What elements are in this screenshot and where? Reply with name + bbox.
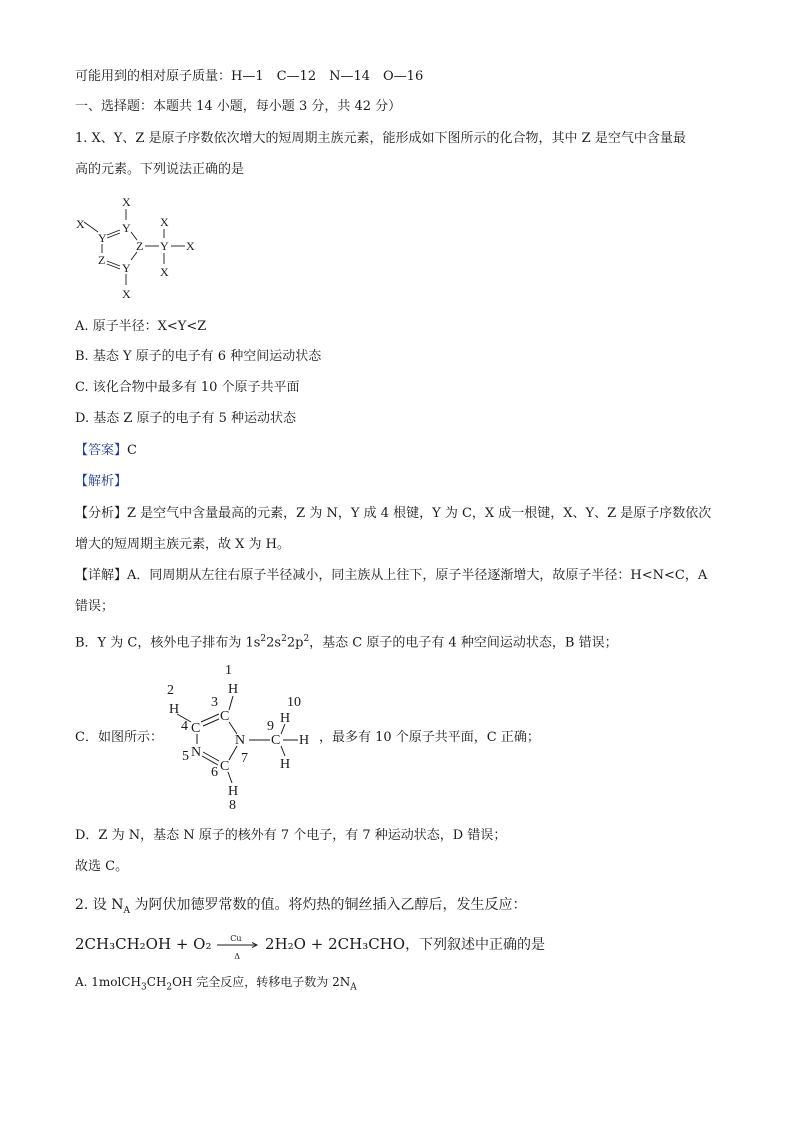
equation-arrow <box>216 934 260 961</box>
atom-h: H <box>228 682 239 697</box>
atom-x: X <box>186 239 195 253</box>
q1-option-d: D. 基态 Z 原子的电子有 5 种运动状态 <box>75 411 297 426</box>
atomic-masses-line: 可能用到的相对原子质量：H—1 C—12 N—14 O—16 <box>75 69 424 84</box>
q1-xiangjie-d: D．Z 为 N，基态 N 原子的核外有 7 个电子，有 7 种运动状态，D 错误； <box>75 828 507 843</box>
xiangjie-label: 【详解】 <box>75 568 128 583</box>
atom-c: C <box>220 759 230 774</box>
atom-x: X <box>76 217 85 231</box>
atom-y: Y <box>160 239 169 253</box>
atom-h: H <box>169 702 180 717</box>
atom-x: X <box>122 287 131 301</box>
atom-h: H <box>228 784 239 799</box>
atom-z: Z <box>136 239 144 253</box>
answer-value: C <box>127 443 137 458</box>
number-10: 10 <box>287 695 301 710</box>
number-2: 2 <box>167 683 174 698</box>
q1-fenxi-line1: 【分析】Z 是空气中含量最高的元素，Z 为 N，Y 成 4 根键，Y 为 C，X 成一根键，X、Y、Z 是原子序数依次 <box>75 506 712 521</box>
q1-xiangjie-c-pre: C．如图所示： <box>75 730 163 745</box>
atom-n: N <box>235 733 246 748</box>
section-title: 一、选择题：本题共 14 小题，每小题 3 分，共 42 分） <box>75 99 402 114</box>
number-1: 1 <box>225 663 232 678</box>
q1-xiangjie-a2: 错误； <box>75 599 115 614</box>
q1-option-a: A. 原子半径：X<Y<Z <box>75 319 207 334</box>
number-3: 3 <box>211 695 218 710</box>
q1-xiangjie-b: B．Y 为 C，核外电子排布为 $1s^22s^22p^2$，基态 C 原子的电子有 4 种空间运动状态，B 错误； <box>75 634 618 651</box>
atom-h: H <box>280 757 291 772</box>
q1-xiangjie-a1: 【详解】A．同周期从左往右原子半径减小，同主族从上往下，原子半径逐渐增大，故原子半径：H<N<C，A <box>75 568 708 583</box>
equation-catalyst: Cu <box>230 934 242 943</box>
atom-n: N <box>191 745 202 760</box>
equation-condition: Δ <box>234 952 241 961</box>
number-6: 6 <box>211 765 218 780</box>
q1-xiangjie-c-post: ，最多有 10 个原子共平面，C 正确； <box>319 730 540 745</box>
number-9: 9 <box>267 719 274 734</box>
q1-structure-diagram <box>70 192 210 302</box>
atom-x: X <box>160 215 169 229</box>
equation-post: ，下列叙述中正确的是 <box>405 937 546 953</box>
atom-x: X <box>122 195 131 209</box>
atom-x: X <box>160 265 169 279</box>
q1-fenxi-line2: 增大的短周期主族元素，故 X 为 H。 <box>75 537 290 552</box>
atom-y: Y <box>122 261 131 275</box>
fenxi-label: 【分析】 <box>75 506 128 521</box>
q2-option-a: A. $1molCH_3CH_2OH$ 完全反应，转移电子数为 $2N_A$ <box>75 975 357 993</box>
q1-answer <box>75 442 137 460</box>
atom-c: C <box>220 709 230 724</box>
imidazole-figure <box>155 658 315 814</box>
answer-label: 【答案】 <box>75 443 128 458</box>
equation-right: 2H₂O + 2CH₃CHO <box>265 935 406 953</box>
q1-option-b: B. 基态 Y 原子的电子有 6 种空间运动状态 <box>75 349 322 364</box>
analysis-label: 【解析】 <box>75 474 128 489</box>
number-5: 5 <box>182 749 189 764</box>
q1-stem-line2: 高的元素。下列说法正确的是 <box>75 162 245 177</box>
number-4: 4 <box>181 719 188 734</box>
q2-stem: 2. 设 $N_A$ 为阿伏加德罗常数的值。将灼热的铜丝插入乙醇后，发生反应： <box>75 897 527 916</box>
atom-y: Y <box>98 231 107 245</box>
q1-stem-line1: 1. X、Y、Z 是原子序数依次增大的短周期主族元素，能形成如下图所示的化合物，其中 Z 是空气中含量最 <box>75 131 686 146</box>
atom-h: H <box>280 711 291 726</box>
number-7: 7 <box>241 751 248 766</box>
atom-y: Y <box>122 221 131 235</box>
q2-equation <box>75 934 546 961</box>
q1-option-c: C. 该化合物中最多有 10 个原子共平面 <box>75 380 300 395</box>
atom-z: Z <box>98 253 106 267</box>
equation-left: 2CH₃CH₂OH + O₂ <box>75 935 212 953</box>
q1-conclusion: 故选 C。 <box>75 859 129 874</box>
atom-c: C <box>191 721 201 736</box>
atom-h: H <box>299 733 310 748</box>
atom-c: C <box>271 733 281 748</box>
number-8: 8 <box>229 798 236 813</box>
q1-analysis-label <box>75 473 127 491</box>
